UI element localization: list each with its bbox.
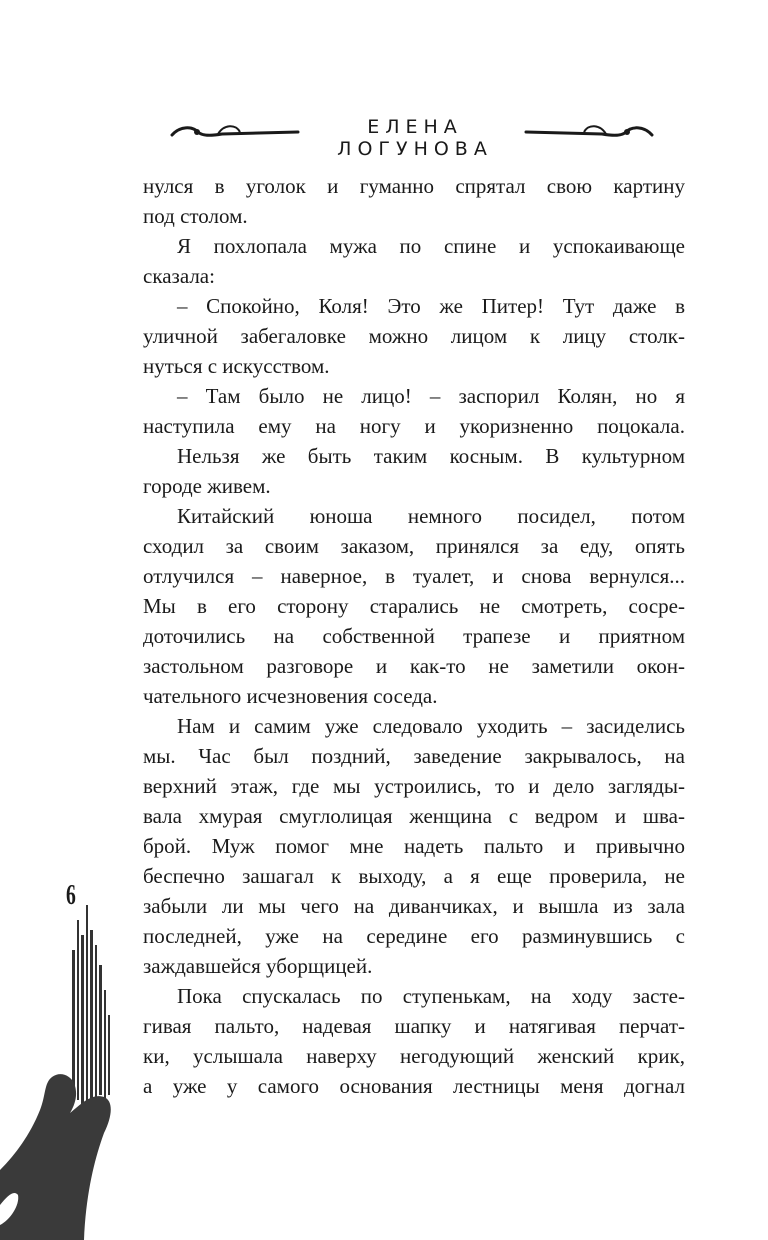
text-line: беспечно зашагал к выходу, а я еще проверила, не bbox=[143, 864, 685, 888]
text-line: брой. Муж помог мне надеть пальто и привычно bbox=[143, 834, 685, 858]
text-line: застольном разговоре и как-то не заметили окон- bbox=[143, 654, 685, 678]
text-line: нулся в уголок и гуманно спрятал свою картину bbox=[143, 174, 685, 198]
text-line: нуться с искусством. bbox=[143, 354, 330, 378]
text-line: сходил за своим заказом, принялся за еду, опять bbox=[143, 534, 685, 558]
text-line: доточились на собственной трапезе и приятном bbox=[143, 624, 685, 648]
text-line: Мы в его сторону старались не смотреть, сосре- bbox=[143, 594, 685, 618]
text-line: последней, уже на середине его разминувшись с bbox=[143, 924, 685, 948]
text-line: Китайский юноша немного посидел, потом bbox=[177, 504, 685, 528]
text-line: забыли ли мы чего на диванчиках, и вышла из зала bbox=[143, 894, 685, 918]
text-line: заждавшейся уборщицей. bbox=[143, 954, 373, 978]
text-line: – Спокойно, Коля! Это же Питер! Тут даже в bbox=[177, 294, 685, 318]
text-line: чательного исчезновения соседа. bbox=[143, 684, 438, 708]
text-line: уличной забегаловке можно лицом к лицу столк- bbox=[143, 324, 685, 348]
text-line: Пока спускалась по ступенькам, на ходу засте- bbox=[177, 984, 685, 1008]
running-header bbox=[170, 112, 650, 160]
text-line: мы. Час был поздний, заведение закрывалось, на bbox=[143, 744, 685, 768]
page-number: 6 bbox=[66, 880, 76, 911]
text-line: ки, услышала наверху негодующий женский крик, bbox=[143, 1044, 685, 1068]
decorative-silhouette-art bbox=[0, 905, 120, 1240]
text-line: а уже у самого основания лестницы меня догнал bbox=[143, 1074, 685, 1098]
text-line: Нельзя же быть таким косным. В культурном bbox=[177, 444, 685, 468]
text-line: Нам и самим уже следовало уходить – засиделись bbox=[177, 714, 685, 738]
text-line: Я похлопала мужа по спине и успокаивающе bbox=[177, 234, 685, 258]
text-line: верхний этаж, где мы устроились, то и дело загляды- bbox=[143, 774, 685, 798]
text-line: – Там было не лицо! – заспорил Колян, но я bbox=[177, 384, 685, 408]
author-name: ЕЛЕНА ЛОГУНОВА bbox=[337, 116, 493, 160]
text-line: гивая пальто, надевая шапку и натягивая перчат- bbox=[143, 1014, 685, 1038]
right-flourish-ornament bbox=[520, 118, 655, 144]
text-line: под столом. bbox=[143, 204, 248, 228]
left-flourish-ornament bbox=[170, 118, 305, 144]
text-line: городе живем. bbox=[143, 474, 271, 498]
text-line: сказала: bbox=[143, 264, 215, 288]
text-line: вала хмурая смуглолицая женщина с ведром и шва- bbox=[143, 804, 685, 828]
text-line: отлучился – наверное, в туалет, и снова вернулся... bbox=[143, 564, 685, 588]
text-line: наступила ему на ногу и укоризненно поцокала. bbox=[143, 414, 685, 438]
